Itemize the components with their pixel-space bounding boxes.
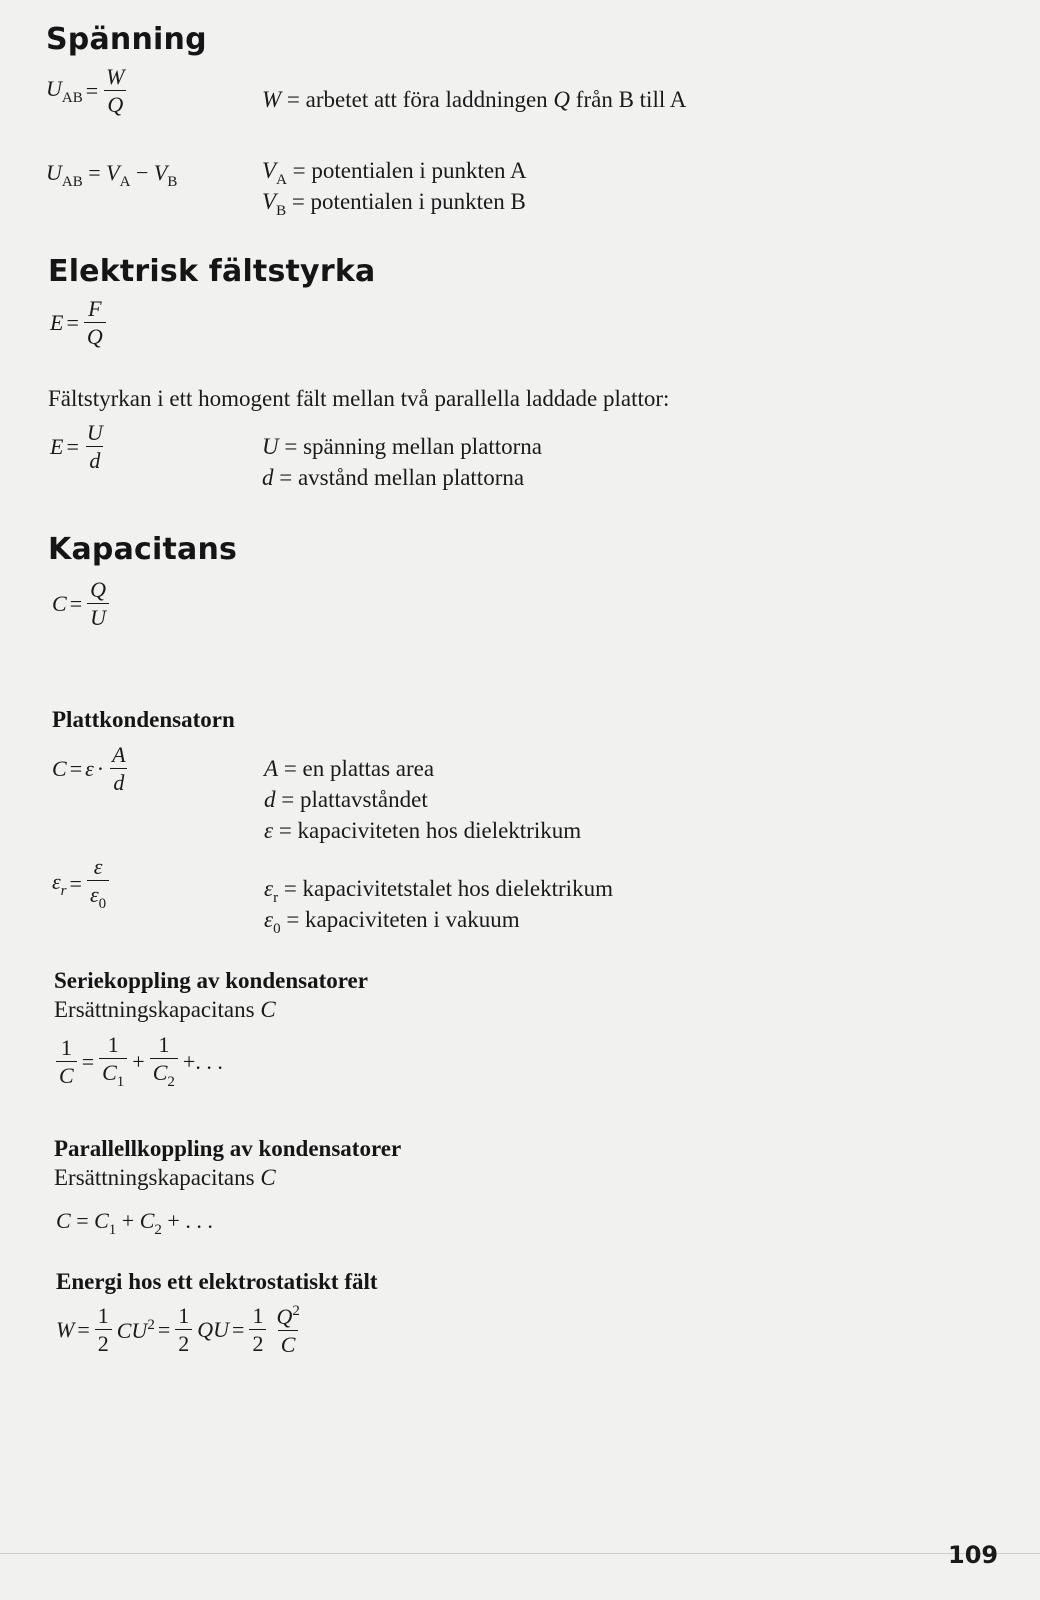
- formula-energi: W = $\frac{1}{2}$ $CU^2$ = $\frac{1}{2}$ QU = $\frac{1}{2}$ $\frac{Q^2}{C}$: [56, 1303, 300, 1357]
- formula-uab-w-over-q: $U_{AB}$ = $\frac{W}{Q}$: [46, 64, 125, 117]
- faltstyrka-text: Fältstyrkan i ett homogent fält mellan två parallella laddade plattor:: [48, 386, 670, 411]
- definition-eps-r: $\varepsilon_r$ = kapacivitetstalet hos dielektrikum: [264, 876, 613, 906]
- definition-d-plate: d = plattavståndet: [264, 787, 428, 812]
- heading-energi: Energi hos ett elektrostatiskt fält: [56, 1269, 378, 1294]
- formula-parallell: $C = C_1 + C_2$ + . . .: [56, 1208, 213, 1238]
- definition-w: W = arbetet att föra laddningen Q från B till A: [262, 87, 687, 112]
- definition-eps-0: $\varepsilon_0$ = kapaciviteten i vakuum: [264, 907, 520, 937]
- heading-plattkondensator: Plattkondensatorn: [52, 707, 235, 732]
- definition-a: A = en plattas area: [264, 756, 435, 781]
- formula-e-f-over-q: E = $\frac{F}{Q}$: [50, 298, 108, 348]
- formula-uab-va-vb: $U_{AB} = V_A - V_B$: [46, 160, 178, 190]
- heading-faltstyrka: Elektrisk fältstyrka: [48, 254, 376, 289]
- serie-text: Ersättningskapacitans C: [54, 997, 276, 1022]
- footer-rule: [0, 1553, 1040, 1554]
- formula-eps-r: $\varepsilon_r$ = $\frac{\varepsilon}{\varepsilon_0}$: [52, 856, 111, 912]
- parallell-text: Ersättningskapacitans C: [54, 1165, 276, 1190]
- definition-vb: $V_B$ = potentialen i punkten B: [262, 189, 526, 219]
- definition-eps: ε = kapaciviteten hos dielektrikum: [264, 818, 582, 843]
- formula-c-eps-a-over-d: C = ε · $\frac{A}{d}$: [52, 742, 126, 795]
- formula-c-q-over-u: C = $\frac{Q}{U}$: [52, 579, 111, 629]
- definition-d: d = avstånd mellan plattorna: [262, 465, 525, 490]
- page-number: 109: [948, 1541, 999, 1569]
- heading-parallellkoppling: Parallellkoppling av kondensatorer: [54, 1136, 402, 1161]
- definition-va: $V_A$ = potentialen i punkten A: [262, 158, 527, 188]
- formula-serie: $\frac{1}{C}$ = $\frac{1}{C_1}$ + $\frac{1}{C_2}$ +. . .: [54, 1034, 223, 1090]
- heading-seriekoppling: Seriekoppling av kondensatorer: [54, 968, 368, 993]
- heading-kapacitans: Kapacitans: [48, 532, 238, 567]
- definition-u: U = spänning mellan plattorna: [262, 434, 542, 459]
- formula-e-u-over-d: E = $\frac{U}{d}$: [50, 420, 103, 473]
- heading-spanning: Spänning: [46, 22, 207, 57]
